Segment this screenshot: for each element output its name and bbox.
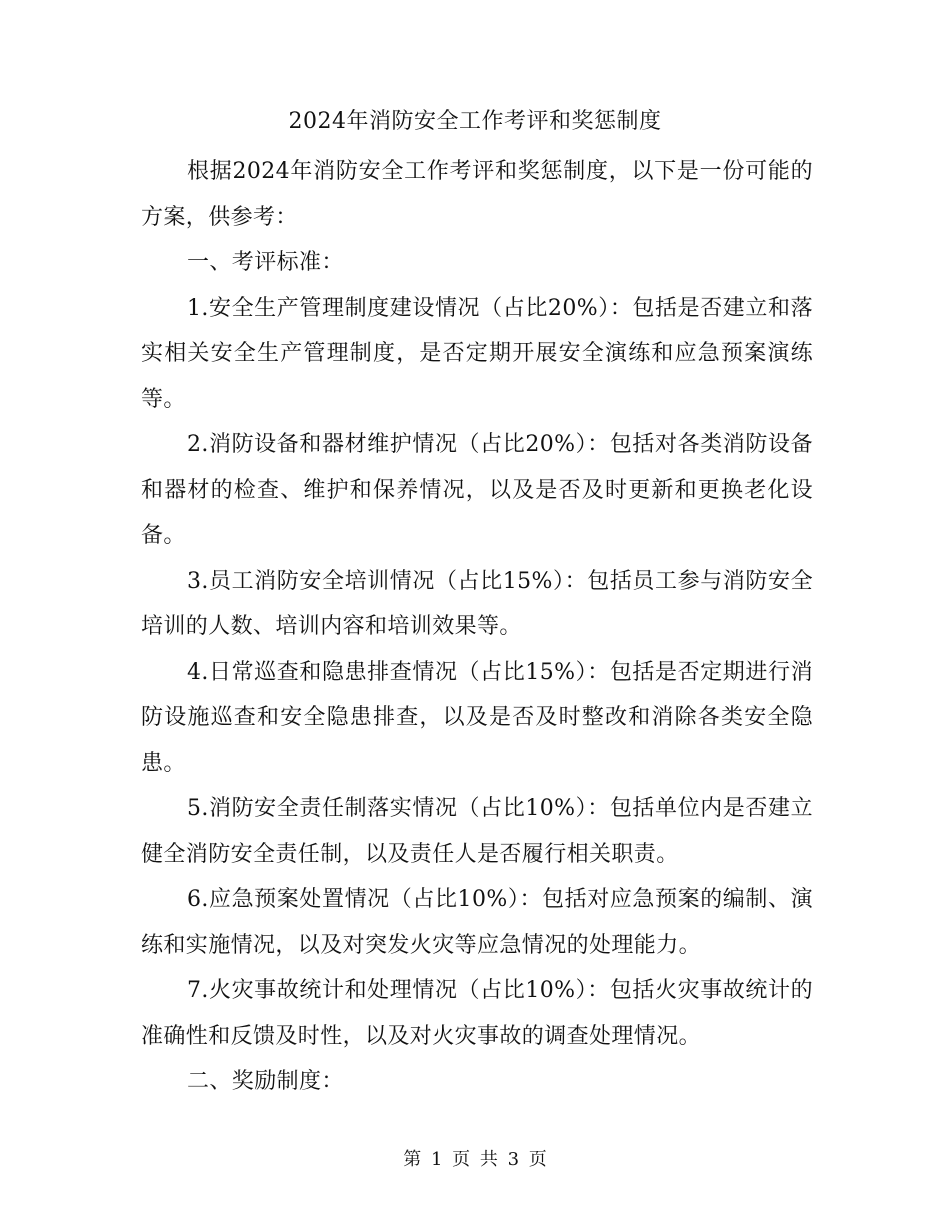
section-heading-evaluation: 一、考评标准： — [187, 250, 344, 275]
evaluation-item-2: 2.消防设备和器材维护情况（占比20%）：包括对各类消防设备和器材的检查、维护和保养情况，以及是否及时更新和更换老化设备。 — [141, 432, 813, 548]
document-body — [141, 149, 813, 1105]
evaluation-item-4: 4.日常巡查和隐患排查情况（占比15%）：包括是否定期进行消防设施巡查和安全隐患排查，以及是否及时整改和消除各类安全隐患。 — [141, 659, 813, 776]
evaluation-item-1: 1.安全生产管理制度建设情况（占比20%）：包括是否建立和落实相关安全生产管理制度，是否定期开展安全演练和应急预案演练等。 — [141, 295, 813, 412]
intro-paragraph: 根据2024年消防安全工作考评和奖惩制度，以下是一份可能的方案，供参考： — [141, 159, 813, 230]
evaluation-item-6: 6.应急预案处置情况（占比10%）：包括对应急预案的编制、演练和实施情况，以及对突发火灾等应急情况的处理能力。 — [141, 887, 813, 958]
section-heading-rewards: 二、奖励制度： — [187, 1069, 344, 1094]
evaluation-item-3: 3.员工消防安全培训情况（占比15%）：包括员工参与消防安全培训的人数、培训内容和培训效果等。 — [141, 568, 813, 639]
evaluation-item-7: 7.火灾事故统计和处理情况（占比10%）：包括火灾事故统计的准确性和反馈及时性，以及对火灾事故的调查处理情况。 — [141, 978, 813, 1049]
page-footer: 第 1 页 共 3 页 — [403, 1149, 547, 1170]
evaluation-item-5: 5.消防安全责任制落实情况（占比10%）：包括单位内是否建立健全消防安全责任制，以及责任人是否履行相关职责。 — [141, 796, 813, 867]
document-title: 2024年消防安全工作考评和奖惩制度 — [288, 109, 662, 134]
